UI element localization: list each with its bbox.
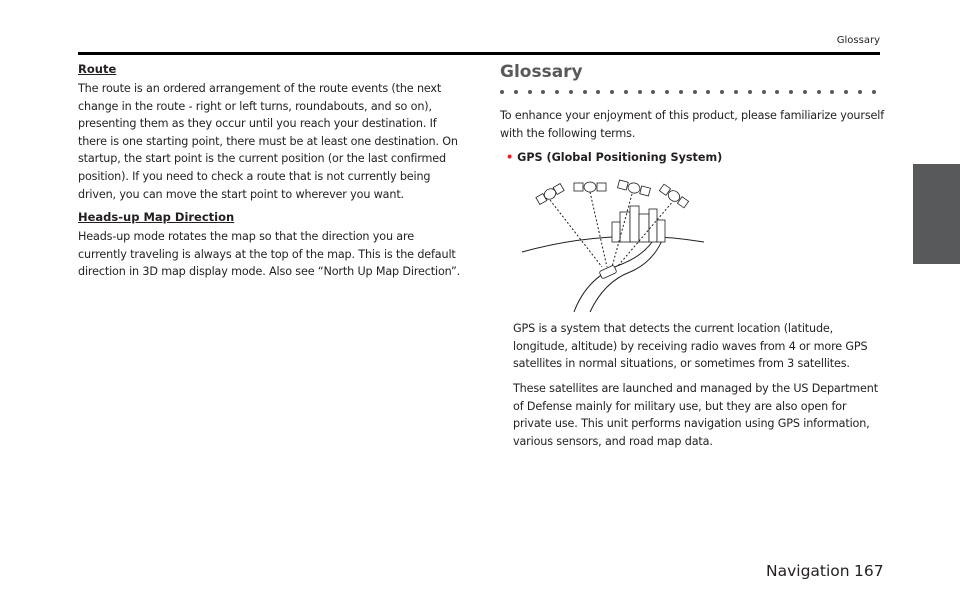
- heads-up-heading: Heads-up Map Direction: [78, 210, 235, 225]
- gps-term-label: GPS (Global Positioning System): [517, 151, 723, 165]
- left-column: [78, 60, 462, 288]
- heads-up-description: Heads-up mode rotates the map so that the direction you are currently traveling is always at the top of the map. This is the default direction in 3D map display mode. Also see “North Up Map Direction”.: [78, 230, 461, 279]
- right-column: [500, 60, 884, 457]
- route-heading: Route: [78, 62, 117, 76]
- glossary-title: Glossary: [500, 62, 583, 82]
- dotted-divider: [500, 90, 876, 94]
- gps-term: [506, 149, 884, 166]
- route-description: The route is an ordered arrangement of the route events (the next change in the route - right or left turns, roundabouts, and so on), presenting them as they occur until you reach your destination. If there is one starting point, there must be at least one destination. On startup, the start point is the current position (or the last confirmed position). If you need to check a route that is not currently being driven, you can move the start point to wherever you want.: [78, 82, 458, 201]
- top-rule: [78, 52, 880, 55]
- running-head: Glossary: [836, 35, 880, 46]
- bullet-icon: •: [506, 151, 514, 165]
- chapter-tab: [913, 164, 960, 264]
- gps-description-1: GPS is a system that detects the current location (latitude, longitude, altitude) by receiving radio waves from 4 or more GPS satellites in normal situations, or sometimes from 3 satellites.: [513, 322, 868, 371]
- gps-satellite-illustration: [512, 172, 712, 312]
- footer-section-name: Navigation: [766, 562, 850, 580]
- glossary-intro: To enhance your enjoyment of this product, please familiarize yourself with the following terms.: [500, 109, 884, 140]
- page-number: 167: [854, 562, 884, 580]
- gps-description-2: These satellites are launched and managed by the US Department of Defense mainly for military use, but they are also open for private use. This unit performs navigation using GPS information, various sensors, and road map data.: [513, 381, 878, 448]
